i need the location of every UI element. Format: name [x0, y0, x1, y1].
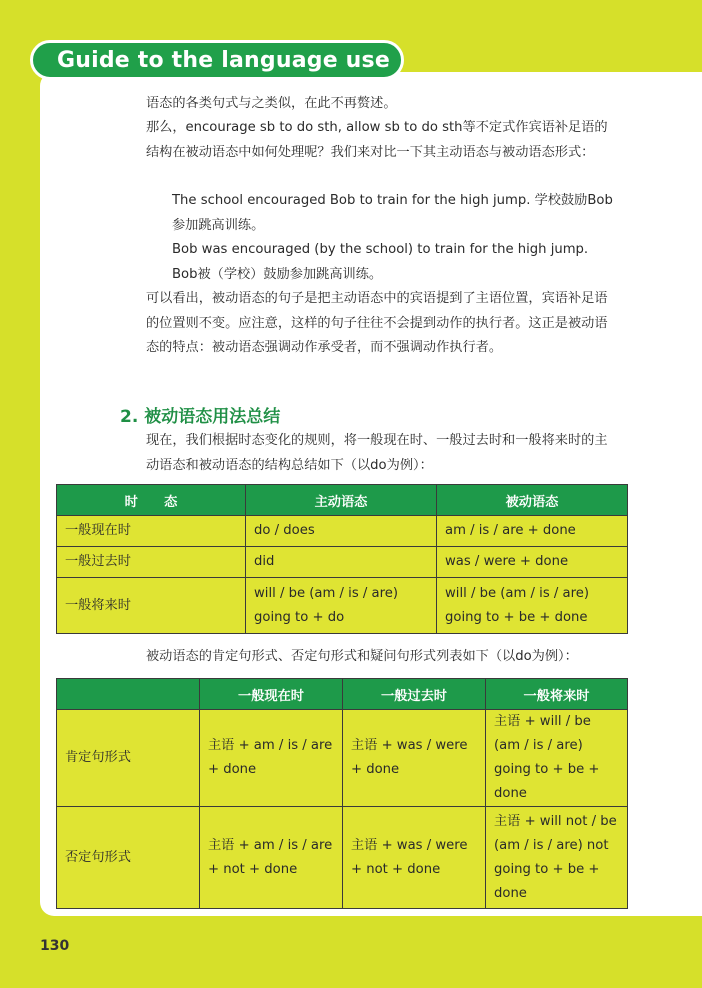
table-cell: do / does [246, 516, 437, 547]
table-row [57, 578, 628, 634]
table-cell: 主语 + am / is / are + done [200, 710, 343, 807]
table2-intro: 被动语态的肯定句形式、否定句形式和疑问句形式列表如下（以do为例）： [146, 649, 578, 664]
table-cell: 肯定句形式 [57, 710, 200, 807]
page-number: 130 [40, 938, 70, 954]
table-cell: 一般过去时 [57, 547, 246, 578]
table-header-cell: 一般现在时 [200, 679, 343, 710]
intro-paragraph: 那么，encourage sb to do sth, allow sb to do sth等不定式作宾语补足语的结构在被动语态中如何处理呢？我们来对比一下其主动语态与被动语态形式： [146, 120, 608, 160]
table-header-row [57, 679, 628, 710]
table-row [57, 547, 628, 578]
sentence-form-table [56, 678, 628, 909]
table-row [57, 807, 628, 909]
table-cell: am / is / are + done [437, 516, 628, 547]
example-active: The school encouraged Bob to train for the high jump. 学校鼓励Bob参加跳高训练。 [172, 193, 613, 233]
table-cell: 否定句形式 [57, 807, 200, 909]
table-row [57, 710, 628, 807]
table-header-cell: 时 态 [57, 485, 246, 516]
table-header-cell [57, 679, 200, 710]
table-header-cell: 一般过去时 [343, 679, 486, 710]
table-cell: 主语 + was / were + done [343, 710, 486, 807]
table-header-row [57, 485, 628, 516]
example-passive: Bob was encouraged (by the school) to train for the high jump. Bob被（学校）鼓励参加跳高训练。 [172, 242, 589, 282]
tense-voice-table [56, 484, 628, 634]
section-header-banner [30, 40, 404, 80]
table-cell: will / be (am / is / are) going to + be + done [437, 578, 628, 634]
header-title: Guide to the language use [57, 47, 390, 73]
table-header-cell: 一般将来时 [486, 679, 628, 710]
table-cell: 一般现在时 [57, 516, 246, 547]
table-cell: 一般将来时 [57, 578, 246, 634]
table-cell: 主语 + will not / be (am / is / are) not going to + be + done [486, 807, 628, 909]
table-row [57, 516, 628, 547]
table-header-cell: 主动语态 [246, 485, 437, 516]
table-cell: was / were + done [437, 547, 628, 578]
table-header-cell: 被动语态 [437, 485, 628, 516]
table-cell: did [246, 547, 437, 578]
intro-line: 语态的各类句式与之类似，在此不再赘述。 [146, 96, 397, 111]
section-title: 2. 被动语态用法总结 [120, 407, 281, 427]
table-cell: 主语 + am / is / are + not + done [200, 807, 343, 909]
table-cell: 主语 + was / were + not + done [343, 807, 486, 909]
table-cell: 主语 + will / be (am / is / are) going to + be + done [486, 710, 628, 807]
table-cell: will / be (am / is / are) going to + do [246, 578, 437, 634]
explanation-paragraph: 可以看出，被动语态的句子是把主动语态中的宾语提到了主语位置，宾语补足语的位置则不变。应注意，这样的句子往往不会提到动作的执行者。这正是被动语态的特点：被动语态强调动作承受者，而不强调动作执行者。 [146, 291, 608, 355]
section-intro: 现在，我们根据时态变化的规则，将一般现在时、一般过去时和一般将来时的主动语态和被动语态的结构总结如下（以do为例）： [146, 433, 608, 473]
